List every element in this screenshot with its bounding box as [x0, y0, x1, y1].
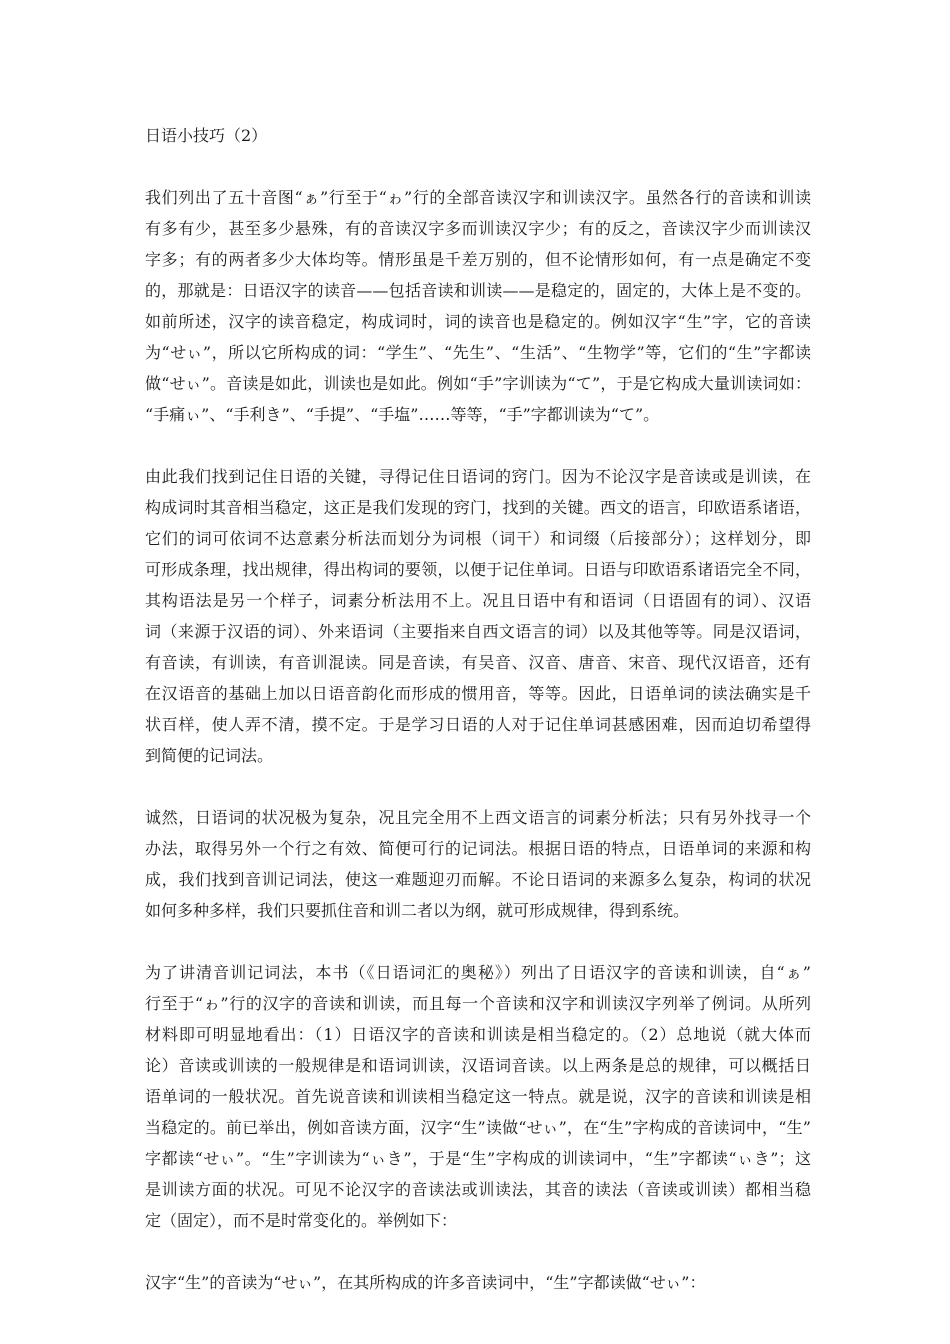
spacer	[145, 926, 811, 957]
paragraph-2	[145, 461, 811, 771]
paragraph-1	[145, 182, 811, 430]
text-line: 材料即可明显地看出：（1）日语汉字的音读和训读是相当稳定的。（2）总地说（就大体而	[145, 1025, 811, 1044]
text-line: 行至于“ゎ”行的汉字的音读和训读，而且每一个音读和汉字和训读汉字列举了例词。从所列	[145, 994, 811, 1013]
text-line: “手痛ぃ”、“手利き”、“手提”、“手塩”……等等，“手”字都训读为“て”。	[145, 405, 660, 424]
text-line: 在汉语音的基础上加以日语音韵化而形成的惯用音，等等。因此，日语单词的读法确实是千	[145, 684, 811, 703]
text-line: 汉字“生”的音读为“せぃ”，在其所构成的许多音读词中，“生”字都读做“せぃ”：	[145, 1273, 706, 1292]
text-line: 其构语法是另一个样子，词素分析法用不上。况且日语中有和语词（日语固有的词）、汉语	[145, 591, 811, 610]
text-line: 到简便的记词法。	[145, 746, 274, 765]
text-line: 的，那就是：日语汉字的读音——包括音读和训读——是稳定的，固定的，大体上是不变的。	[145, 281, 811, 300]
text-line: 做“せぃ”。音读是如此，训读也是如此。例如“手”字训读为“て”，于是它构成大量训读词如：	[145, 374, 811, 393]
spacer	[145, 151, 811, 182]
text-line: 状百样，使人弄不清，摸不定。于是学习日语的人对于记住单词甚感困难，因而迫切希望得	[145, 715, 811, 734]
text-line: 字都读“せぃ”。“生”字训读为“ぃき”，于是“生”字构成的训读词中，“生”字都读“ぃき”；这	[145, 1149, 811, 1168]
text-line: 定（固定），而不是时常变化的。举例如下：	[145, 1211, 458, 1230]
text-line: 当稳定的。前已举出，例如音读方面，汉字“生”读做“せぃ”，在“生”字构成的音读词中，“生”	[145, 1118, 811, 1137]
text-line: 成，我们找到音训记词法，使这一难题迎刃而解。不论日语词的来源多么复杂，构词的状况	[145, 870, 811, 889]
text-line: 我们列出了五十音图“ぁ”行至于“ゎ”行的全部音读汉字和训读汉字。虽然各行的音读和训读	[145, 188, 811, 207]
text-line: 有音读，有训读，有音训混读。同是音读，有吴音、汉音、唐音、宋音、现代汉语音，还有	[145, 653, 811, 672]
text-line: 可形成条理，找出规律，得出构词的要领，以便于记住单词。日语与印欧语系诸语完全不同，	[145, 560, 811, 579]
text-line: 词（来源于汉语的词）、外来语词（主要指来自西文语言的词）以及其他等等。同是汉语词，	[145, 622, 811, 641]
paragraph-3	[145, 802, 811, 926]
text-line: 有多有少，甚至多少悬殊，有的音读汉字多而训读汉字少；有的反之，音读汉字少而训读汉	[145, 219, 811, 238]
text-line: 语单词的一般状况。首先说音读和训读相当稳定这一特点。就是说，汉字的音读和训读是相	[145, 1087, 811, 1106]
paragraph-5	[145, 1267, 811, 1298]
text-line: 构成词时其音相当稳定，这正是我们发现的窍门，找到的关键。西文的语言，印欧语系诸语，	[145, 498, 811, 517]
text-line: 如何多种多样，我们只要抓住音和训二者以为纲，就可形成规律，得到系统。	[145, 901, 690, 920]
spacer	[145, 430, 811, 461]
text-line: 办法，取得另外一个行之有效、简便可行的记词法。根据日语的特点，日语单词的来源和构	[145, 839, 811, 858]
spacer	[145, 771, 811, 802]
text-line: 是训读方面的状况。可见不论汉字的音读法或训读法，其音的读法（音读或训读）都相当稳	[145, 1180, 811, 1199]
text-line: 由此我们找到记住日语的关键，寻得记住日语词的窍门。因为不论汉字是音读或是训读，在	[145, 467, 811, 486]
text-line: 它们的词可依词不达意素分析法而划分为词根（词干）和词缀（后接部分）；这样划分，即	[145, 529, 811, 548]
text-line: 字多；有的两者多少大体均等。情形虽是千差万别的，但不论情形如何，有一点是确定不变	[145, 250, 811, 269]
text-line: 为“せぃ”，所以它所构成的词：“学生”、“先生”、“生活”、“生物学”等，它们的“生”字都读	[145, 343, 811, 362]
text-line: 论）音读或训读的一般规律是和语词训读，汉语词音读。以上两条是总的规律，可以概括日	[145, 1056, 811, 1075]
paragraph-4	[145, 957, 811, 1236]
text-line: 诚然，日语词的状况极为复杂，况且完全用不上西文语言的词素分析法；只有另外找寻一个	[145, 808, 811, 827]
text-line: 如前所述，汉字的读音稳定，构成词时，词的读音也是稳定的。例如汉字“生”字，它的音读	[145, 312, 811, 331]
text-line: 为了讲清音训记词法，本书（《日语词汇的奥秘》）列出了日语汉字的音读和训读，自“ぁ”	[145, 963, 811, 982]
spacer	[145, 1236, 811, 1267]
document-body	[145, 120, 811, 1298]
document-title: 日语小技巧（2）	[145, 126, 268, 145]
